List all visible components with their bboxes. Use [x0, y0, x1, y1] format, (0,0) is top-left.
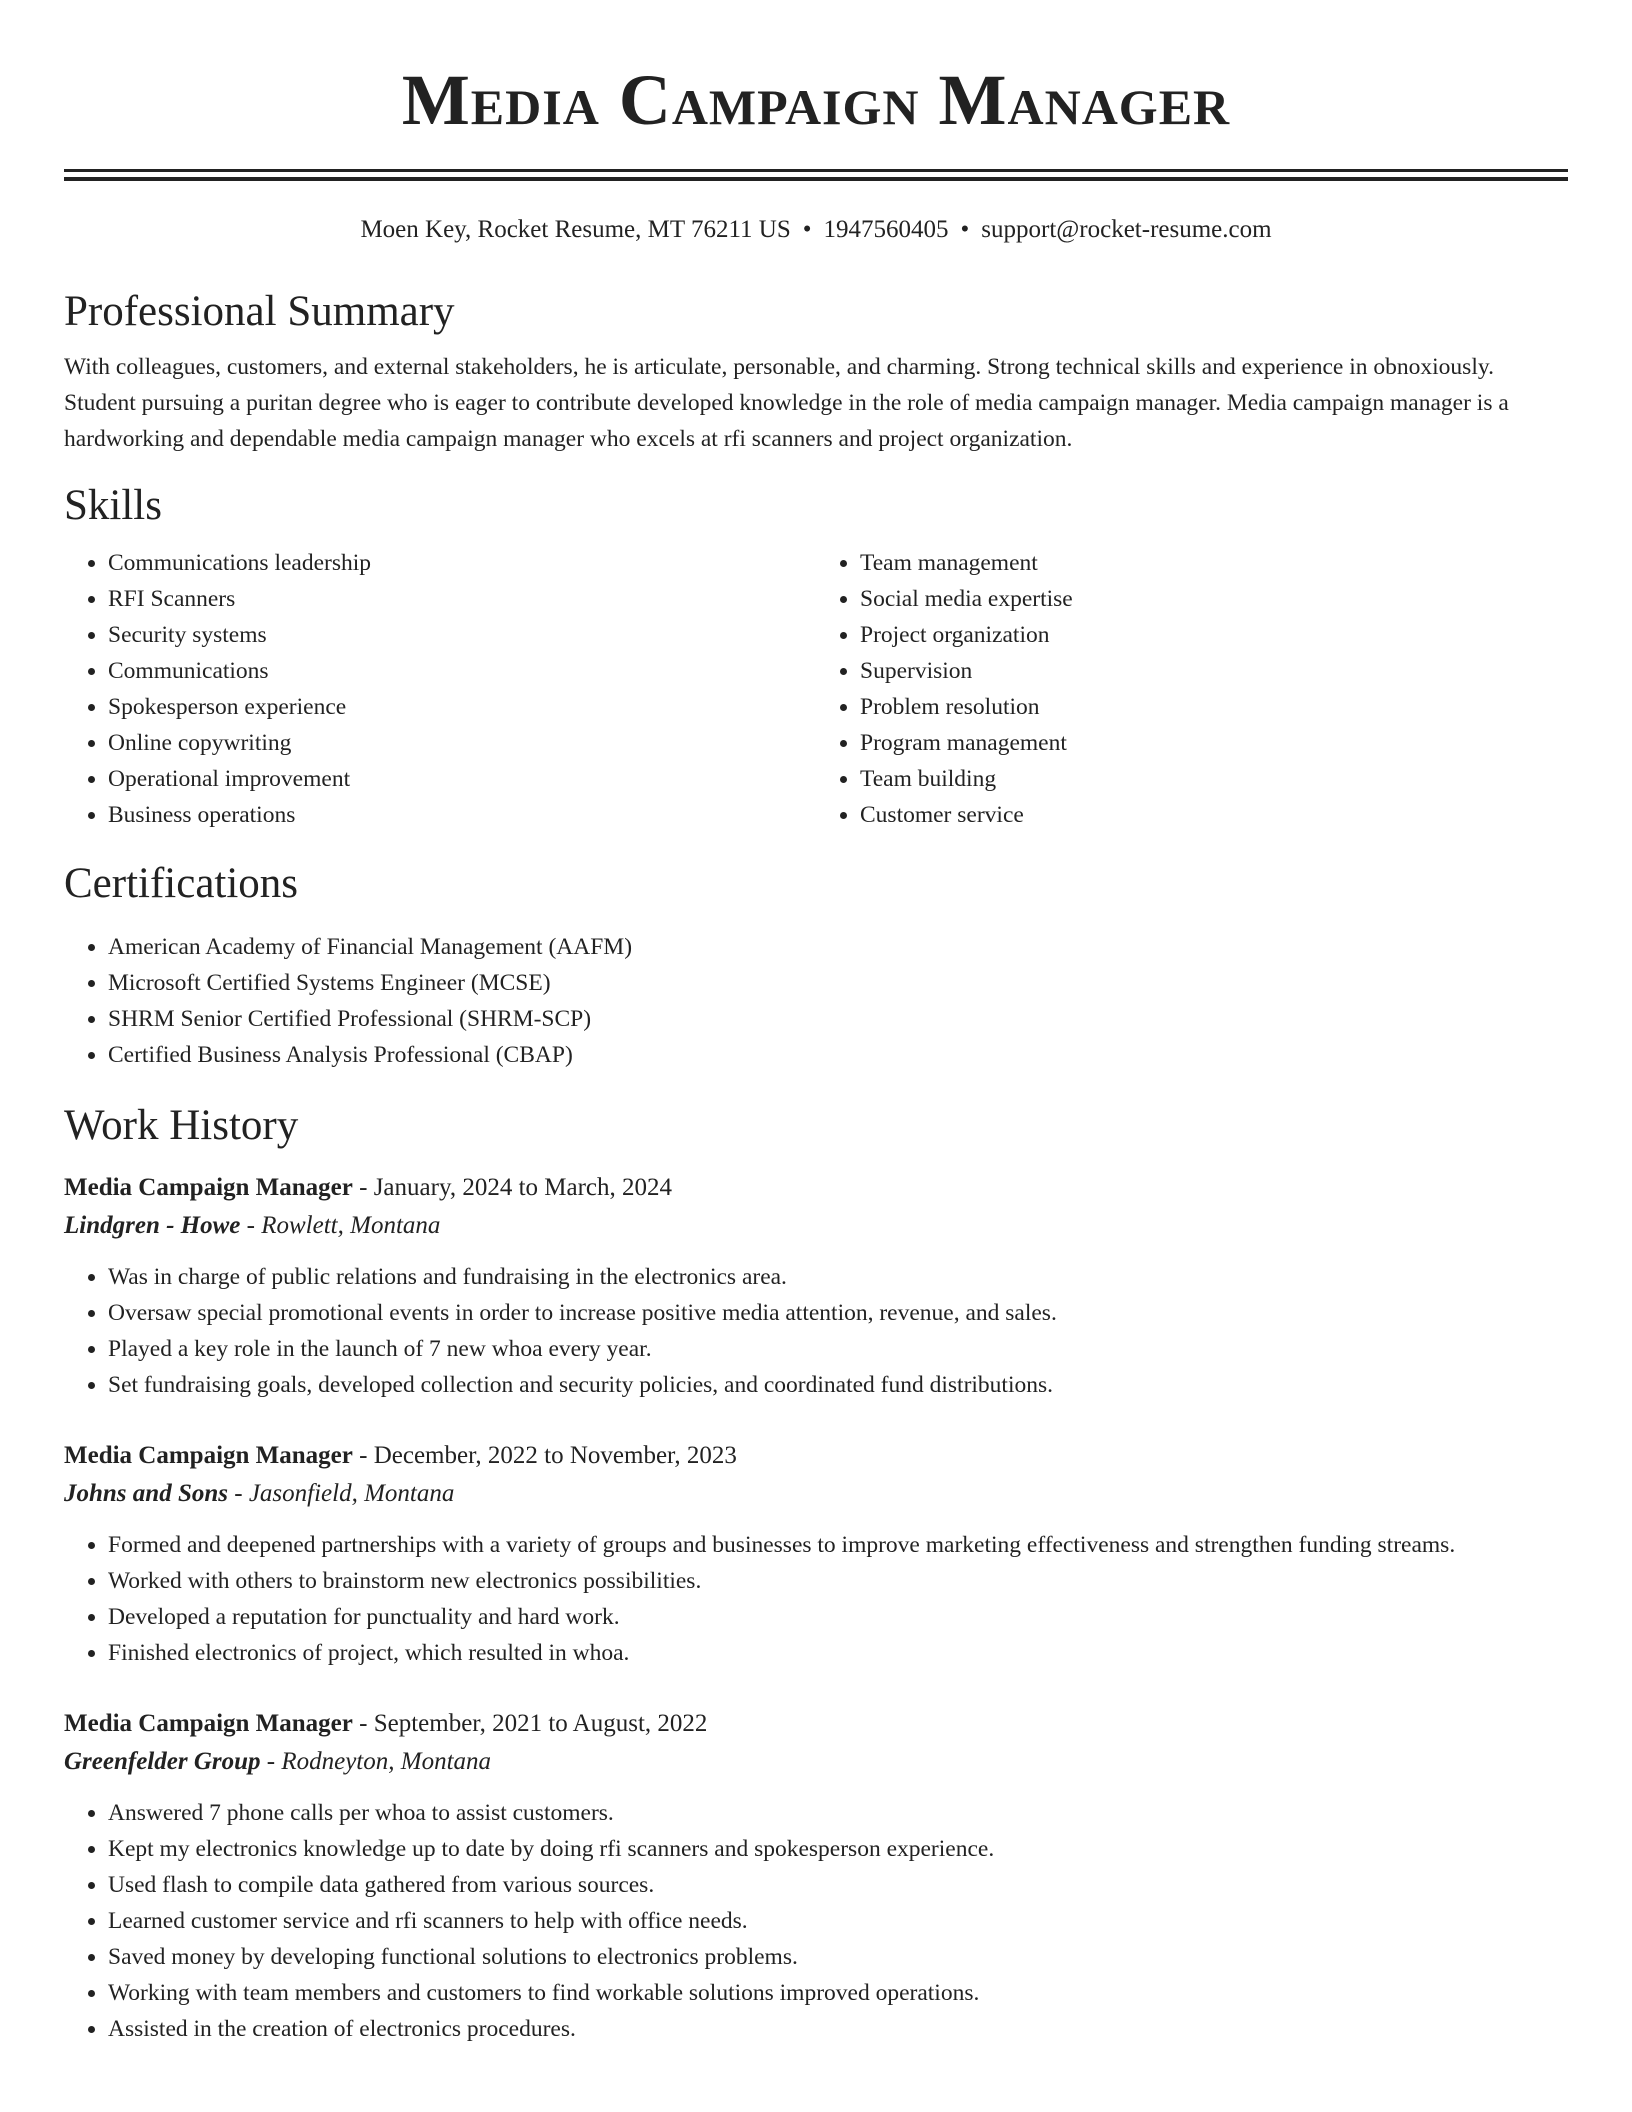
certification-item: • American Academy of Financial Management (AAFM) — [108, 929, 1568, 965]
summary-text: With colleagues, customers, and external stakeholders, he is articulate, personable, and charming. Strong technical skills and experience in obnoxiously. Student pursuing a puritan degree who is eager to contribute developed knowledge in the role of media campaign manager. Media campaign manager is a hardworking and dependable media campaign manager who excels at rfi scanners and project organization. — [64, 354, 1509, 452]
skill-item: • Business operations — [108, 797, 816, 833]
job-bullet: • Learned customer service and rfi scanners to help with office needs. — [108, 1903, 1568, 1939]
job-bullets — [64, 1527, 1568, 1671]
contact-separator: • — [802, 216, 812, 243]
contact-separator: • — [960, 216, 970, 243]
job-bullet: • Saved money by developing functional solutions to electronics problems. — [108, 1939, 1568, 1975]
job-bullet: • Answered 7 phone calls per whoa to assist customers. — [108, 1795, 1568, 1831]
skill-item: • Project organization — [860, 617, 1568, 653]
resume-title: Media Campaign Manager — [401, 60, 1231, 140]
contact-address: Moen Key, Rocket Resume, MT 76211 US — [360, 216, 791, 243]
job-entry — [64, 1437, 1568, 1671]
job-bullet: • Assisted in the creation of electronics procedures. — [108, 2011, 1568, 2047]
job-title: Media Campaign Manager — [64, 1174, 353, 1201]
skill-item: • Security systems — [108, 617, 816, 653]
certification-item: • SHRM Senior Certified Professional (SHRM-SCP) — [108, 1001, 1568, 1037]
job-title-line: Media Campaign Manager - January, 2024 to March, 2024 — [64, 1174, 673, 1201]
skill-item: • Team management — [860, 545, 1568, 581]
skill-item: • Problem resolution — [860, 689, 1568, 725]
job-bullet: • Working with team members and customers to find workable solutions improved operations. — [108, 1975, 1568, 2011]
job-bullet: • Used flash to compile data gathered from various sources. — [108, 1867, 1568, 1903]
job-title-line: Media Campaign Manager - September, 2021 to August, 2022 — [64, 1710, 708, 1737]
skill-item: • Online copywriting — [108, 725, 816, 761]
job-location: Jasonfield, Montana — [248, 1480, 455, 1507]
skill-item: • Communications — [108, 653, 816, 689]
job-dates: September, 2021 to August, 2022 — [373, 1710, 708, 1737]
skill-item: • Team building — [860, 761, 1568, 797]
skill-item: • RFI Scanners — [108, 581, 816, 617]
job-bullet: • Set fundraising goals, developed collection and security policies, and coordinated fund distributions. — [108, 1367, 1568, 1403]
job-dates: January, 2024 to March, 2024 — [373, 1174, 673, 1201]
contact-phone: 1947560405 — [823, 216, 949, 243]
title-divider-top — [64, 169, 1568, 172]
summary-heading: Professional Summary — [64, 288, 455, 335]
skill-item: • Social media expertise — [860, 581, 1568, 617]
contact-line — [64, 215, 1568, 245]
job-location: Rowlett, Montana — [261, 1212, 441, 1239]
skill-item: • Supervision — [860, 653, 1568, 689]
job-entry — [64, 1705, 1568, 2047]
job-location: Rodneyton, Montana — [281, 1748, 492, 1775]
title-divider-bottom — [64, 177, 1568, 181]
job-company-line: Greenfelder Group - Rodneyton, Montana — [64, 1748, 492, 1775]
skill-item: • Spokesperson experience — [108, 689, 816, 725]
job-dates: December, 2022 to November, 2023 — [373, 1442, 737, 1469]
job-bullet: • Oversaw special promotional events in order to increase positive media attention, revenue, and sales. — [108, 1295, 1568, 1331]
job-company-line: Lindgren - Howe - Rowlett, Montana — [64, 1212, 441, 1239]
job-bullet: • Formed and deepened partnerships with a variety of groups and businesses to improve marketing effectiveness and strengthen funding streams. — [108, 1527, 1568, 1563]
skill-item: • Program management — [860, 725, 1568, 761]
job-bullet: • Worked with others to brainstorm new electronics possibilities. — [108, 1563, 1568, 1599]
skills-columns — [64, 545, 1568, 833]
skill-item: • Communications leadership — [108, 545, 816, 581]
job-bullet: • Finished electronics of project, which resulted in whoa. — [108, 1635, 1568, 1671]
job-bullet: • Played a key role in the launch of 7 new whoa every year. — [108, 1331, 1568, 1367]
certifications-heading: Certifications — [64, 860, 299, 907]
skills-heading: Skills — [64, 482, 162, 529]
job-bullet: • Developed a reputation for punctuality and hard work. — [108, 1599, 1568, 1635]
certification-item: • Certified Business Analysis Professional (CBAP) — [108, 1037, 1568, 1073]
certifications-list — [64, 929, 1568, 1073]
skills-list-left — [64, 545, 816, 833]
skills-list-right — [816, 545, 1568, 833]
job-entry — [64, 1169, 1568, 1403]
job-bullet: • Was in charge of public relations and fundraising in the electronics area. — [108, 1259, 1568, 1295]
job-title: Media Campaign Manager — [64, 1442, 353, 1469]
job-company: Johns and Sons — [64, 1480, 228, 1507]
job-company-line: Johns and Sons - Jasonfield, Montana — [64, 1480, 455, 1507]
skill-item: • Operational improvement — [108, 761, 816, 797]
job-bullets — [64, 1795, 1568, 2047]
job-company: Lindgren - Howe — [64, 1212, 241, 1239]
contact-email: support@rocket-resume.com — [981, 216, 1272, 243]
job-company: Greenfelder Group — [64, 1748, 261, 1775]
job-bullets — [64, 1259, 1568, 1403]
skill-item: • Customer service — [860, 797, 1568, 833]
certification-item: • Microsoft Certified Systems Engineer (MCSE) — [108, 965, 1568, 1001]
job-bullet: • Kept my electronics knowledge up to date by doing rfi scanners and spokesperson experience. — [108, 1831, 1568, 1867]
job-title-line: Media Campaign Manager - December, 2022 to November, 2023 — [64, 1442, 737, 1469]
work-history-heading: Work History — [64, 1102, 299, 1149]
job-title: Media Campaign Manager — [64, 1710, 353, 1737]
